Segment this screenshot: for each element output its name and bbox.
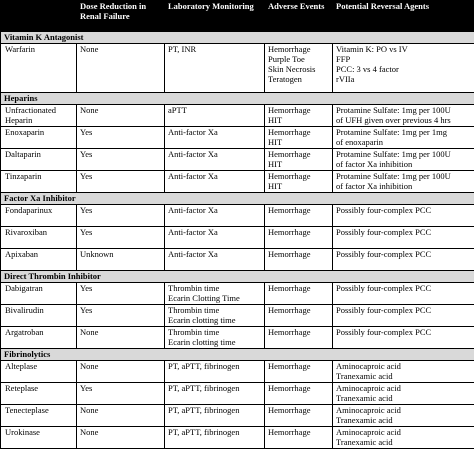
dose-reduction-cell: None (77, 361, 165, 383)
adverse-events-cell (265, 283, 333, 305)
lab-line: Ecarin Clotting Time (168, 293, 261, 303)
lab-monitoring-cell (165, 361, 265, 383)
adverse-line: Hemorrhage (268, 249, 329, 259)
lab-monitoring-cell (165, 405, 265, 427)
reversal-line: Protamine Sulfate: 1mg per 100U (336, 105, 471, 115)
dose-reduction-cell: None (77, 405, 165, 427)
reversal-line: rVIIa (336, 74, 471, 84)
section-row (1, 32, 474, 44)
lab-monitoring-cell (165, 383, 265, 405)
lab-line: Thrombin time (168, 283, 261, 293)
header-row (1, 1, 474, 32)
table-row (1, 205, 474, 227)
lab-monitoring-cell (165, 227, 265, 249)
reversal-agents-cell (333, 383, 474, 405)
lab-line: PT, aPTT, fibrinogen (168, 383, 261, 393)
header-cell-reversal-agents: Potential Reversal Agents (333, 1, 474, 32)
drug-name-cell: Apixaban (1, 249, 77, 271)
adverse-line: Hemorrhage (268, 327, 329, 337)
section-title: Direct Thrombin Inhibitor (1, 271, 474, 283)
adverse-line: Hemorrhage (268, 283, 329, 293)
drug-name-cell: Alteplase (1, 361, 77, 383)
dose-reduction-cell: Yes (77, 283, 165, 305)
drug-name-cell: Reteplase (1, 383, 77, 405)
adverse-events-cell (265, 361, 333, 383)
table-row (1, 105, 474, 127)
lab-line: Anti-factor Xa (168, 171, 261, 181)
lab-monitoring-cell (165, 44, 265, 93)
lab-monitoring-cell (165, 149, 265, 171)
reversal-agents-cell (333, 44, 474, 93)
dose-reduction-cell: None (77, 105, 165, 127)
section-title: Vitamin K Antagonist (1, 32, 474, 44)
adverse-events-cell (265, 171, 333, 193)
dose-reduction-cell: Yes (77, 205, 165, 227)
reversal-agents-cell (333, 171, 474, 193)
adverse-line: HIT (268, 137, 329, 147)
dose-reduction-cell: Yes (77, 171, 165, 193)
reversal-agents-cell (333, 227, 474, 249)
lab-line: aPTT (168, 105, 261, 115)
dose-reduction-cell: Yes (77, 227, 165, 249)
reversal-line: Possibly four-complex PCC (336, 205, 471, 215)
drug-name-cell: Unfractionated Heparin (1, 105, 77, 127)
reversal-line: Tranexamic acid (336, 393, 471, 403)
adverse-events-cell (265, 227, 333, 249)
header-cell-adverse-events: Adverse Events (265, 1, 333, 32)
reversal-agents-cell (333, 427, 474, 449)
reversal-line: Possibly four-complex PCC (336, 283, 471, 293)
reversal-line: Possibly four-complex PCC (336, 227, 471, 237)
lab-line: PT, aPTT, fibrinogen (168, 405, 261, 415)
adverse-events-cell (265, 127, 333, 149)
lab-line: Anti-factor Xa (168, 149, 261, 159)
lab-line: PT, aPTT, fibrinogen (168, 427, 261, 437)
reversal-agents-cell (333, 305, 474, 327)
reversal-agents-cell (333, 205, 474, 227)
reversal-line: Possibly four-complex PCC (336, 305, 471, 315)
reversal-line: Protamine Sulfate: 1mg per 100U (336, 171, 471, 181)
adverse-events-cell (265, 105, 333, 127)
reversal-line: Possibly four-complex PCC (336, 327, 471, 337)
header-cell-drug (1, 1, 77, 32)
lab-monitoring-cell (165, 327, 265, 349)
section-row (1, 93, 474, 105)
adverse-events-cell (265, 205, 333, 227)
adverse-line: Purple Toe (268, 54, 329, 64)
dose-reduction-cell: Yes (77, 149, 165, 171)
lab-monitoring-cell (165, 205, 265, 227)
adverse-line: Hemorrhage (268, 205, 329, 215)
adverse-events-cell (265, 149, 333, 171)
drug-name-cell: Warfarin (1, 44, 77, 93)
lab-line: Ecarin clotting time (168, 337, 261, 347)
lab-line: PT, INR (168, 44, 261, 54)
reversal-line: Tranexamic acid (336, 371, 471, 381)
adverse-line: HIT (268, 115, 329, 125)
table-body (1, 32, 474, 449)
adverse-line: Hemorrhage (268, 149, 329, 159)
section-row (1, 271, 474, 283)
adverse-line: Hemorrhage (268, 171, 329, 181)
reversal-line: of factor Xa inhibition (336, 181, 471, 191)
table-row (1, 305, 474, 327)
reversal-agents-cell (333, 127, 474, 149)
section-title: Factor Xa Inhibitor (1, 193, 474, 205)
section-title: Heparins (1, 93, 474, 105)
drug-name-cell: Fondaparinux (1, 205, 77, 227)
dose-reduction-cell: Yes (77, 383, 165, 405)
lab-monitoring-cell (165, 283, 265, 305)
adverse-events-cell (265, 305, 333, 327)
dose-reduction-cell: None (77, 44, 165, 93)
table-row (1, 249, 474, 271)
drug-name-cell: Rivaroxiban (1, 227, 77, 249)
table-row (1, 227, 474, 249)
lab-monitoring-cell (165, 127, 265, 149)
drug-name-cell: Tinzaparin (1, 171, 77, 193)
reversal-agents-cell (333, 327, 474, 349)
header-cell-lab-monitoring: Laboratory Monitoring (165, 1, 265, 32)
adverse-line: Hemorrhage (268, 427, 329, 437)
adverse-line: Hemorrhage (268, 405, 329, 415)
reversal-line: Possibly four-complex PCC (336, 249, 471, 259)
table-row (1, 127, 474, 149)
drug-name-cell: Argatroban (1, 327, 77, 349)
dose-reduction-cell: Unknown (77, 249, 165, 271)
adverse-events-cell (265, 427, 333, 449)
adverse-line: Hemorrhage (268, 105, 329, 115)
adverse-line: Hemorrhage (268, 44, 329, 54)
dose-reduction-cell: Yes (77, 305, 165, 327)
lab-line: Ecarin clotting time (168, 315, 261, 325)
drug-name-cell: Enoxaparin (1, 127, 77, 149)
reversal-line: FFP (336, 54, 471, 64)
lab-monitoring-cell (165, 427, 265, 449)
table-row (1, 171, 474, 193)
table-row (1, 427, 474, 449)
section-title: Fibrinolytics (1, 349, 474, 361)
reversal-agents-cell (333, 105, 474, 127)
lab-line: PT, aPTT, fibrinogen (168, 361, 261, 371)
adverse-events-cell (265, 44, 333, 93)
reversal-line: Aminocaproic acid (336, 427, 471, 437)
header-cell-dose-reduction: Dose Reduction in Renal Failure (77, 1, 165, 32)
reversal-agents-cell (333, 249, 474, 271)
adverse-events-cell (265, 327, 333, 349)
lab-line: Anti-factor Xa (168, 205, 261, 215)
adverse-line: Hemorrhage (268, 383, 329, 393)
adverse-line: Hemorrhage (268, 127, 329, 137)
adverse-line: Teratogen (268, 74, 329, 84)
lab-line: Thrombin time (168, 327, 261, 337)
lab-monitoring-cell (165, 249, 265, 271)
reversal-agents-cell (333, 283, 474, 305)
adverse-line: Hemorrhage (268, 361, 329, 371)
lab-monitoring-cell (165, 305, 265, 327)
lab-monitoring-cell (165, 105, 265, 127)
reversal-agents-cell (333, 361, 474, 383)
drug-name-cell: Bivalirudin (1, 305, 77, 327)
drug-name-cell: Dabigatran (1, 283, 77, 305)
adverse-events-cell (265, 249, 333, 271)
reversal-line: PCC: 3 vs 4 factor (336, 64, 471, 74)
drug-name-cell: Urokinase (1, 427, 77, 449)
reversal-line: Tranexamic acid (336, 437, 471, 447)
reversal-line: Protamine Sulfate: 1mg per 1mg (336, 127, 471, 137)
dose-reduction-cell: Yes (77, 127, 165, 149)
table-row (1, 405, 474, 427)
reversal-line: Aminocaproic acid (336, 361, 471, 371)
table-row (1, 327, 474, 349)
dose-reduction-cell: None (77, 327, 165, 349)
adverse-line: Skin Necrosis (268, 64, 329, 74)
reversal-line: of enoxaparin (336, 137, 471, 147)
table-row (1, 149, 474, 171)
adverse-line: HIT (268, 159, 329, 169)
reversal-agents-cell (333, 149, 474, 171)
adverse-line: HIT (268, 181, 329, 191)
adverse-line: Hemorrhage (268, 305, 329, 315)
adverse-events-cell (265, 405, 333, 427)
reversal-line: Protamine Sulfate: 1mg per 100U (336, 149, 471, 159)
table-row (1, 283, 474, 305)
reversal-line: Aminocaproic acid (336, 383, 471, 393)
adverse-line: Hemorrhage (268, 227, 329, 237)
adverse-events-cell (265, 383, 333, 405)
reversal-line: of factor Xa inhibition (336, 159, 471, 169)
drug-name-cell: Daltaparin (1, 149, 77, 171)
reversal-line: Vitamin K: PO vs IV (336, 44, 471, 54)
table-row (1, 383, 474, 405)
drug-name-cell: Tenecteplase (1, 405, 77, 427)
reversal-line: Aminocaproic acid (336, 405, 471, 415)
section-row (1, 193, 474, 205)
table-row (1, 361, 474, 383)
dose-reduction-cell: None (77, 427, 165, 449)
lab-line: Anti-factor Xa (168, 227, 261, 237)
lab-monitoring-cell (165, 171, 265, 193)
lab-line: Thrombin time (168, 305, 261, 315)
reversal-agents-cell (333, 405, 474, 427)
lab-line: Anti-factor Xa (168, 127, 261, 137)
table-row (1, 44, 474, 93)
table-header (1, 1, 474, 32)
lab-line: Anti-factor Xa (168, 249, 261, 259)
section-row (1, 349, 474, 361)
reversal-line: Tranexamic acid (336, 415, 471, 425)
reversal-line: of UFH given over previous 4 hrs (336, 115, 471, 125)
